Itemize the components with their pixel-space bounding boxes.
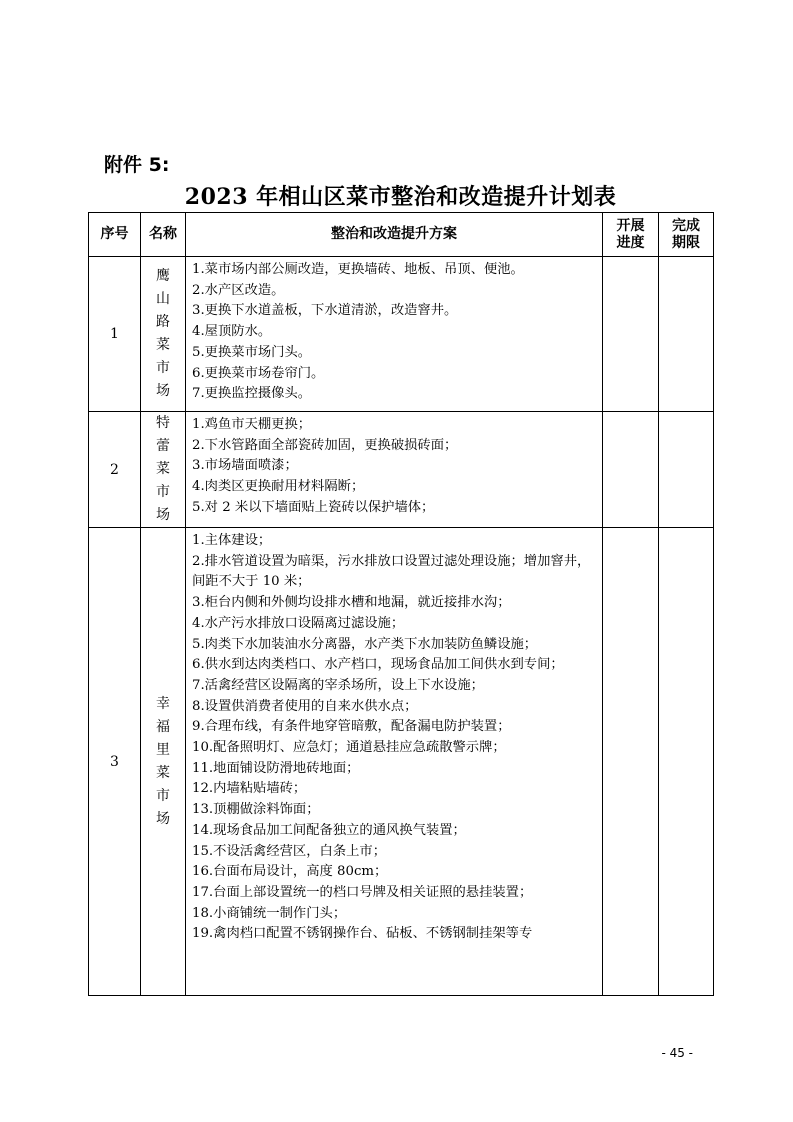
row-name-text: 幸福里菜市场 [156,695,170,827]
plan-item: 10.配备照明灯、应急灯；通道悬挂应急疏散警示牌； [192,740,506,756]
header-deadline [659,213,714,257]
row-name [141,257,186,412]
row-deadline [659,257,714,412]
plan-item: 12.内墙粘贴墙砖； [192,781,307,797]
row-name-text: 鹰山路菜市场 [156,268,170,399]
plan-item: 15.不设活禽经营区，白条上市； [192,843,387,859]
plan-item: 3.更换下水道盖板，下水道清淤，改造窨井。 [192,303,458,319]
plan-item: 6.更换菜市场卷帘门。 [192,365,325,381]
row-seq: 2 [89,412,141,528]
plan-item: 4.肉类区更换耐用材料隔断； [192,479,365,495]
header-name [141,213,186,257]
table-row [89,412,714,528]
plan-item: 1.主体建设； [192,533,272,548]
plan-item: 14.现场食品加工间配备独立的通风换气装置； [192,822,466,838]
plan-item: 5.更换菜市场门头。 [192,344,312,360]
row-deadline [659,528,714,996]
header-plan: 整治和改造提升方案 [186,213,603,257]
header-seq: 序号 [89,213,141,257]
header-progress-text: 开展进度 [616,217,645,251]
header-row [89,213,714,257]
plan-item: 1.鸡鱼市天棚更换； [192,417,312,432]
plan-item: 11.地面铺设防滑地砖地面； [192,760,360,776]
header-progress [603,213,659,257]
row-plan [186,528,603,996]
plan-item: 4.水产污水排放口设隔离过滤设施； [192,615,405,631]
plan-item: 9.合理布线，有条件地穿管暗敷，配备漏电防护装置； [192,719,511,735]
row-name-text: 特蕾菜市场 [156,415,170,523]
table-row [89,528,714,996]
plan-item: 6.供水到达肉类档口、水产档口，现场食品加工间供水到专间； [192,657,564,673]
plan-item: 8.设置供消费者使用的自来水供水点； [192,698,418,714]
plan-item: 5.对 2 米以下墙面贴上瓷砖以保护墙体； [192,499,435,515]
row-deadline [659,412,714,528]
header-deadline-text: 完成期限 [672,217,700,251]
plan-item: 4.屋顶防水。 [192,324,272,340]
plan-item: 18.小商铺统一制作门头； [192,905,347,921]
row-plan [186,257,603,412]
plan-item: 3.柜台内侧和外侧均设排水槽和地漏，就近接排水沟； [192,595,511,611]
plan-item: 1.菜市场内部公厕改造，更换墙砖、地板、吊顶、便池。 [192,262,524,277]
plan-item: 19.禽肉档口配置不锈钢操作台、砧板、不锈钢制挂架等专 [192,926,533,942]
plan-item: 7.更换监控摄像头。 [192,386,312,402]
header-name-text: 名称 [149,226,177,242]
row-seq: 3 [89,528,141,996]
plan-item: 13.顶棚做涂料饰面； [192,802,320,818]
plan-item: 16.台面布局设计，高度 80cm； [192,864,388,880]
row-progress [603,528,659,996]
table-row [89,257,714,412]
row-name [141,412,186,528]
plan-item: 7.活禽经营区设隔离的宰杀场所，设上下水设施； [192,677,484,693]
row-progress [603,257,659,412]
row-plan [186,412,603,528]
page-title: 2023 年相山区菜市整治和改造提升计划表 [184,184,617,210]
row-progress [603,412,659,528]
plan-item: 17.台面上部设置统一的档口号牌及相关证照的悬挂装置； [192,884,533,900]
attachment-label: 附件 5: [104,154,170,176]
plan-item: 2.下水管路面全部瓷砖加固，更换破损砖面； [192,437,458,453]
page-number: - 45 - [661,1046,693,1060]
plan-table [88,212,714,996]
plan-item: 2.水产区改造。 [192,282,285,298]
plan-item: 3.市场墙面喷漆； [192,458,298,474]
row-seq: 1 [89,257,141,412]
plan-item: 5.肉类下水加装油水分离器，水产类下水加装防鱼鳞设施； [192,636,538,652]
row-name [141,528,186,996]
plan-item: 2.排水管道设置为暗渠，污水排放口设置过滤处理设施；增加窨井，间距不大于 10 米； [192,553,591,590]
